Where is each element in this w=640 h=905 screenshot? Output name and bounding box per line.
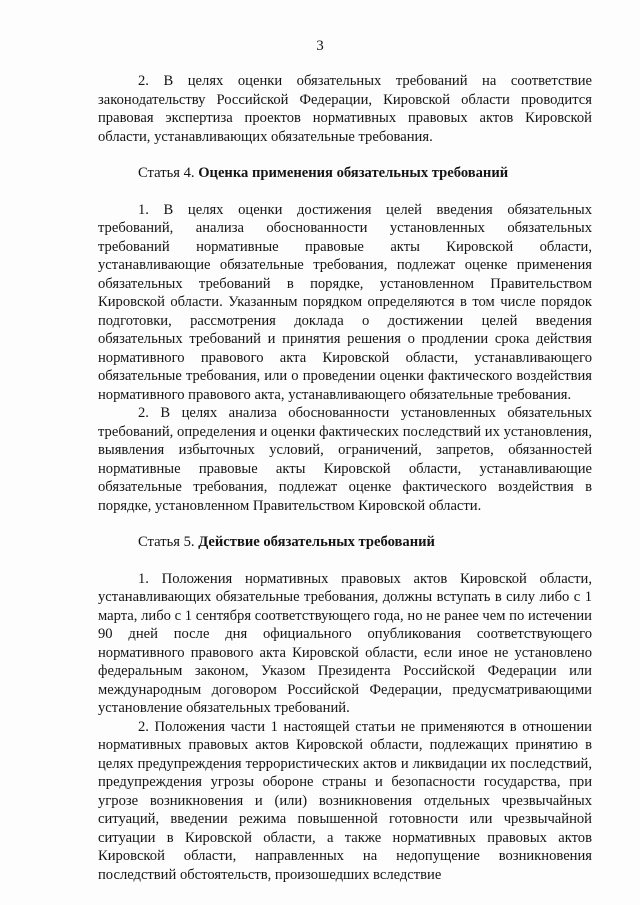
document-body [98, 72, 592, 884]
page-number: 3 [316, 38, 324, 54]
paragraph-2-legal-expertise: 2. В целях оценки обязательных требований на соответствие законодательству Российской Федерации, Кировской области проводится правовая экспертиза проектов нормативных правовых актов Кировской области, устанавливающих обязательные требования. [98, 73, 592, 145]
article-4-paragraph-1: 1. В целях оценки достижения целей введения обязательных требований, анализа обоснованности установленных обязательных требований нормативные правовые акты Кировской области, устанавливающие обязательные требования, подлежат оценке применения обязательных требований в порядке, установленном Правительством Кировской области. Указанным порядком определяются в том числе порядок подготовки, рассмотрения доклада о достижении целей введения обязательных требований и принятия решения о продлении срока действия нормативного правового акта Кировской области, устанавливающего обязательные требования, или о проведении оценки фактического воздействия нормативного правового акта, устанавливающего обязательные требования. [98, 201, 592, 403]
article-4-number: Статья 4. [138, 165, 199, 181]
article-5-number: Статья 5. [138, 534, 199, 550]
article-5-title: Действие обязательных требований [198, 534, 435, 550]
article-4-paragraph-2: 2. В целях анализа обоснованности установленных обязательных требований, определения и оценки фактических последствий их установления, выявления избыточных условий, ограничений, запретов, обязанностей нормативные правовые акты Кировской области, устанавливающие обязательные требования, подлежат оценке фактического воздействия в порядке, установленном Правительством Кировской области. [98, 405, 592, 514]
article-5-heading [98, 533, 592, 552]
article-5-paragraph-1: 1. Положения нормативных правовых актов Кировской области, устанавливающих обязательные требования, должны вступать в силу либо с 1 марта, либо с 1 сентября соответствующего года, но не ранее чем по истечении 90 дней после дня официального опубликования соответствующего нормативного правового акта Кировской области, если иное не установлено федеральным законом, Указом Президента Российской Федерации или международным договором Российской Федерации, предусматривающими установление обязательных требований. [98, 570, 592, 716]
article-5-paragraph-2: 2. Положения части 1 настоящей статьи не применяются в отношении нормативных правовых актов Кировской области, подлежащих принятию в целях предупреждения террористических актов и ликвидации их последствий, предупреждения угрозы обороне страны и безопасности государства, при угрозе возникновения и (или) возникновения отдельных чрезвычайных ситуаций, введении режима повышенной готовности или чрезвычайной ситуации в Кировской области, а также нормативных правовых актов Кировской области, направленных на недопущение возникновения последствий обстоятельств, произошедших вследствие [98, 718, 592, 883]
article-4-title: Оценка применения обязательных требований [198, 165, 509, 181]
article-4-heading [98, 164, 592, 183]
